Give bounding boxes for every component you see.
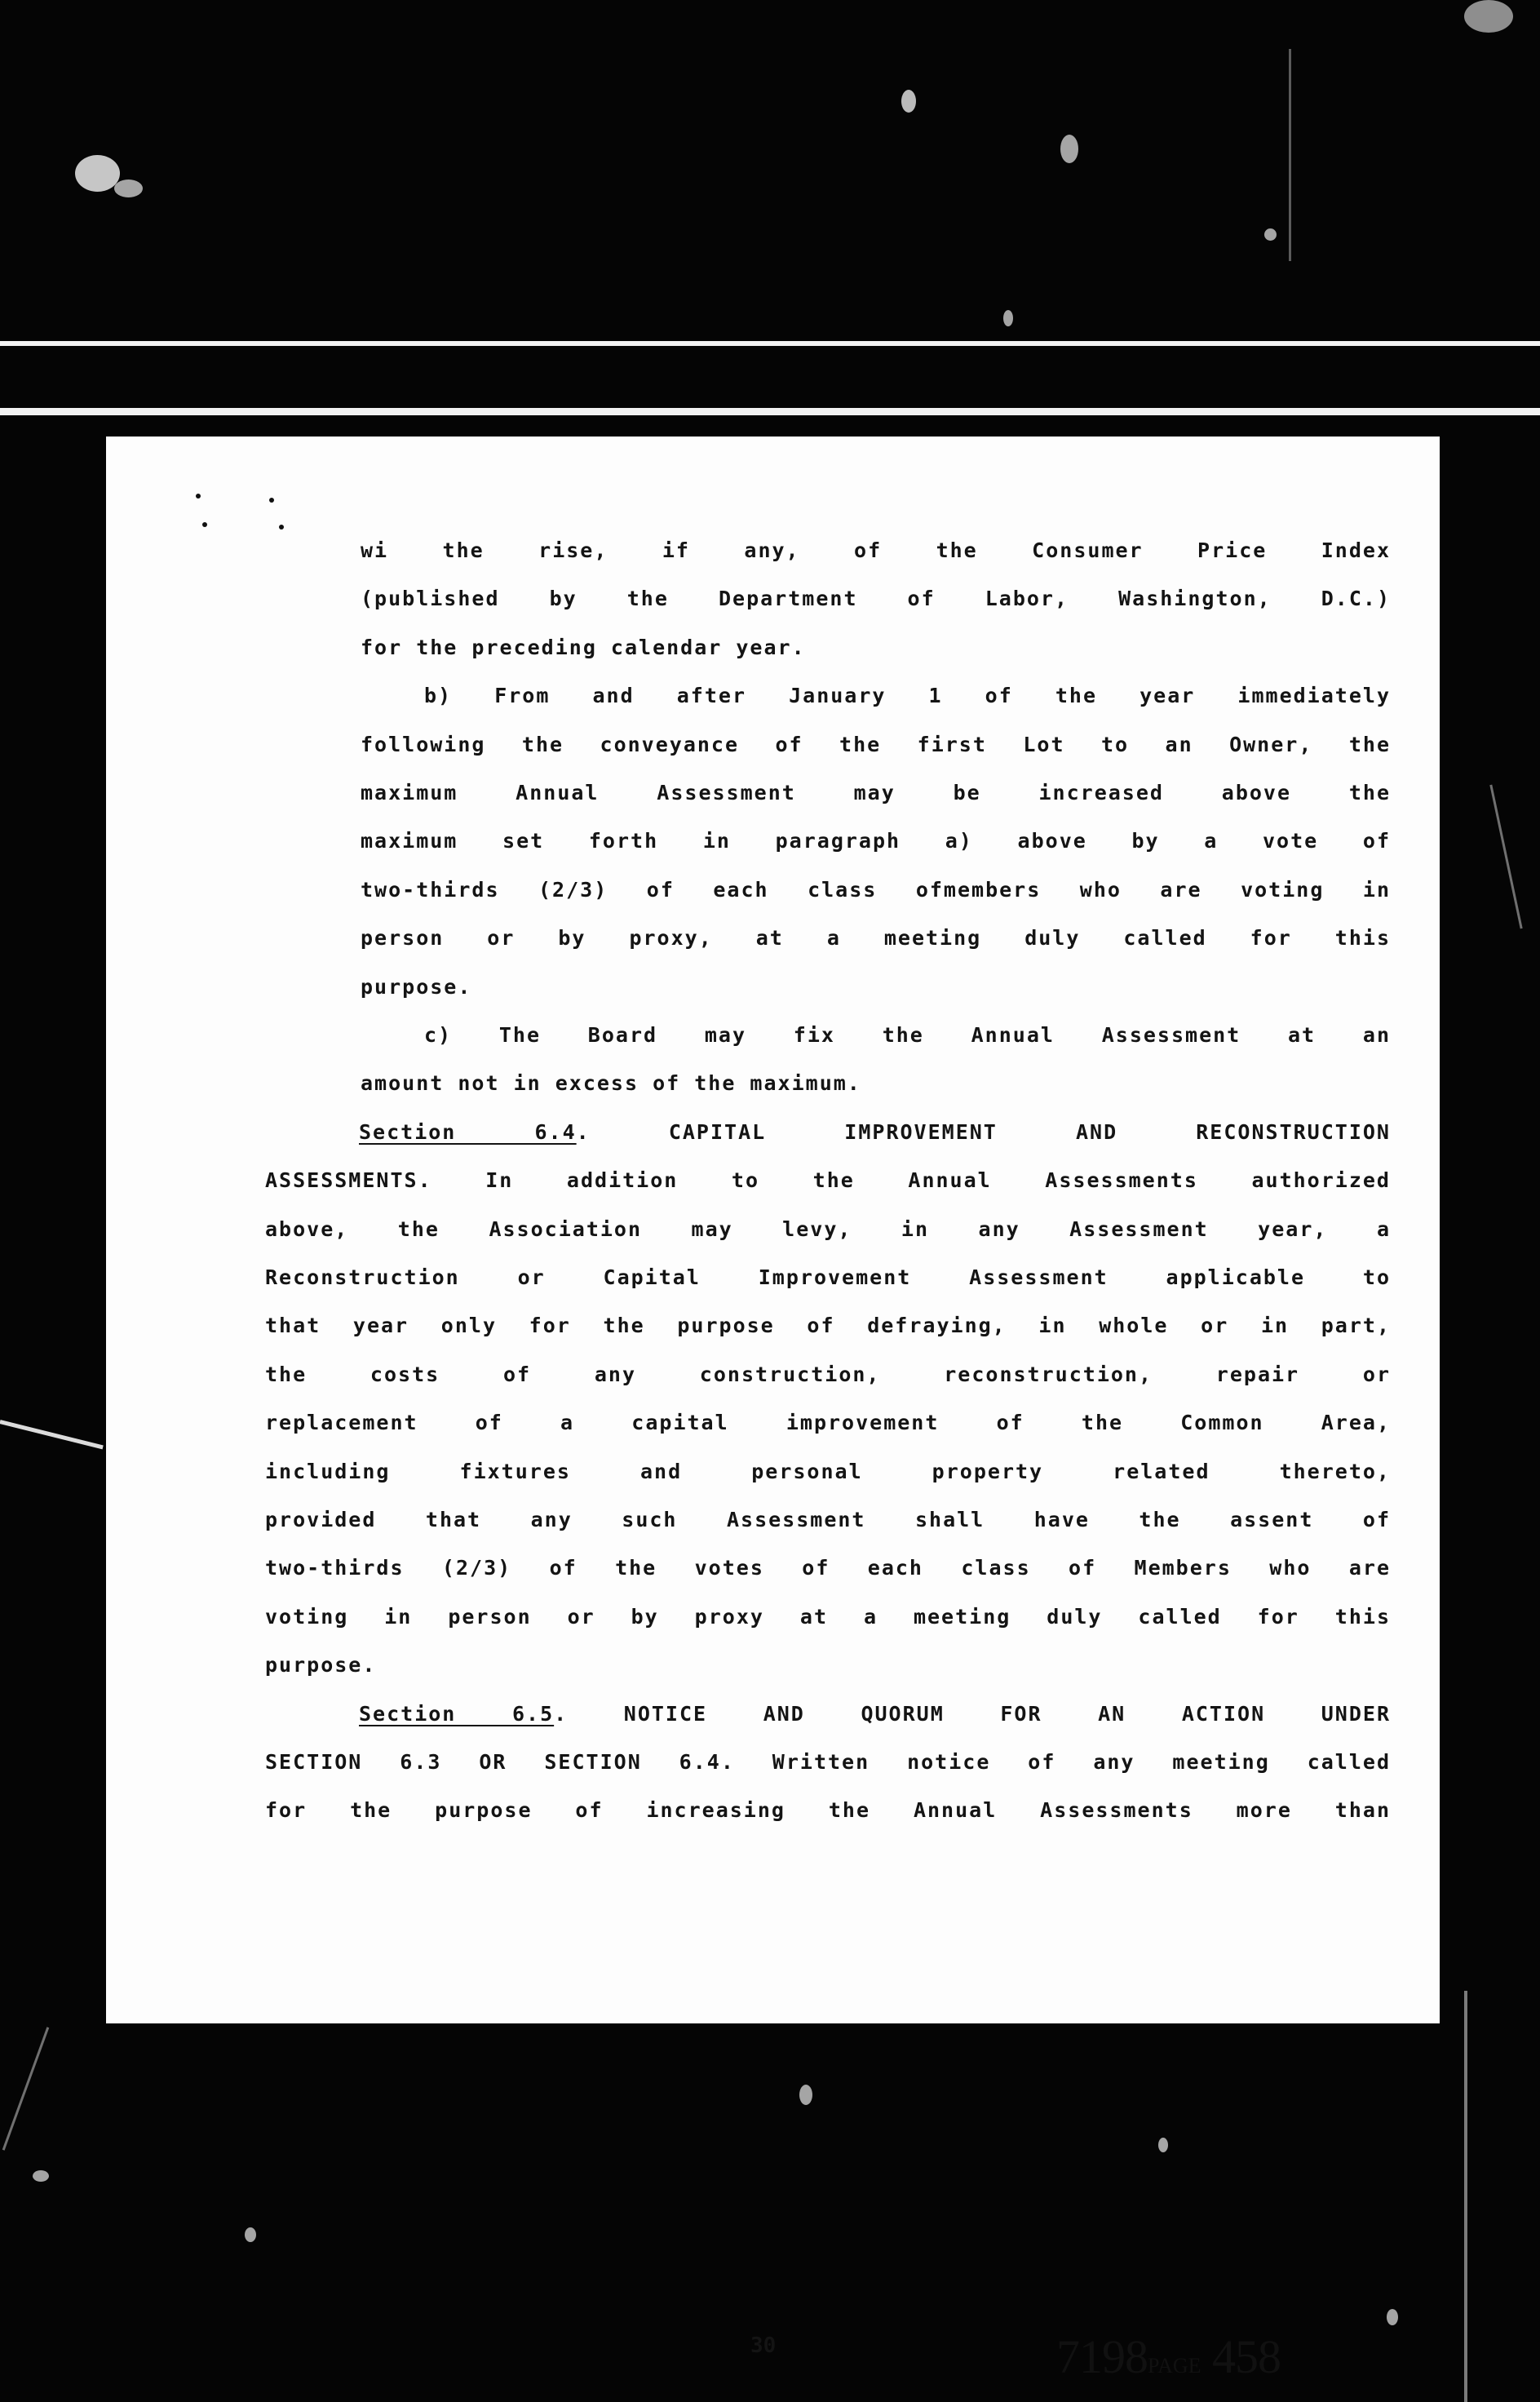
document-line <box>361 733 1391 757</box>
document-line <box>361 1071 1391 1096</box>
line-text: that year only for the purpose of defraying, in whole or in part, <box>265 1314 1391 1337</box>
document-line <box>361 829 1391 853</box>
line-text: Reconstruction or Capital Improvement Assessment applicable to <box>265 1265 1391 1289</box>
line-text: purpose. <box>361 975 472 999</box>
second-scan-rule <box>0 408 1540 415</box>
document-line <box>265 1314 1391 1338</box>
line-text: . NOTICE AND QUORUM FOR AN ACTION UNDER <box>554 1702 1391 1726</box>
scan-speck <box>1464 0 1513 33</box>
document-line <box>424 684 1391 708</box>
scan-speck <box>1003 310 1013 326</box>
scan-streak <box>1289 49 1291 261</box>
line-text: replacement of a capital improvement of the Common Area, <box>265 1411 1391 1434</box>
stamp-page-label: PAGE <box>1148 2354 1201 2378</box>
line-text: two-thirds (2/3) of each class ofmembers who are voting in <box>361 878 1391 902</box>
document-line <box>265 1556 1391 1580</box>
binder-mark <box>202 522 207 527</box>
line-text: two-thirds (2/3) of the votes of each class of Members who are <box>265 1556 1391 1580</box>
scan-speck <box>1387 2309 1398 2325</box>
line-text: c) The Board may fix the Annual Assessment at an <box>424 1023 1391 1047</box>
line-text: the costs of any construction, reconstruction, repair or <box>265 1363 1391 1386</box>
document-line <box>361 781 1391 805</box>
scan-speck <box>1264 228 1277 241</box>
scan-streak <box>2 2027 50 2150</box>
scan-speck <box>1060 135 1078 163</box>
scan-streak <box>1464 1991 1467 2402</box>
line-text: maximum Annual Assessment may be increased above the <box>361 781 1391 804</box>
stamp-book-number: 7198 <box>1056 2330 1148 2383</box>
document-line <box>361 926 1391 951</box>
section-heading-line <box>359 1702 1391 1726</box>
scan-streak <box>0 1420 104 1449</box>
line-text: voting in person or by proxy at a meeting duly called for this <box>265 1605 1391 1629</box>
line-text: wi the rise, if any, of the Consumer Price Index <box>361 538 1391 562</box>
line-text: ASSESSMENTS. In addition to the Annual Assessments authorized <box>265 1168 1391 1192</box>
line-text: provided that any such Assessment shall have the assent of <box>265 1508 1391 1531</box>
line-text: following the conveyance of the first Lot to an Owner, the <box>361 733 1391 756</box>
scan-speck <box>33 2170 49 2182</box>
document-line <box>424 1023 1391 1048</box>
document-line <box>361 587 1391 611</box>
binder-mark <box>279 525 284 530</box>
line-text: SECTION 6.3 OR SECTION 6.4. Written notice of any meeting called <box>265 1750 1391 1774</box>
page-number: 30 <box>750 2333 777 2358</box>
line-text: . CAPITAL IMPROVEMENT AND RECONSTRUCTION <box>576 1120 1391 1144</box>
document-line <box>265 1460 1391 1484</box>
binder-mark <box>269 498 274 503</box>
document-line <box>265 1363 1391 1387</box>
line-text: (published by the Department of Labor, Washington, D.C.) <box>361 587 1391 610</box>
line-text: for the preceding calendar year. <box>361 636 806 659</box>
scan-speck <box>1158 2138 1168 2152</box>
stamp-page-number: 458 <box>1212 2330 1281 2383</box>
document-line <box>265 1265 1391 1290</box>
scan-speck <box>901 90 916 113</box>
section-heading-line <box>359 1120 1391 1145</box>
top-scan-rule <box>0 341 1540 346</box>
document-line <box>265 1653 1391 1677</box>
scan-speck <box>75 155 120 192</box>
line-text: amount not in excess of the maximum. <box>361 1071 861 1095</box>
line-text: b) From and after January 1 of the year immediately <box>424 684 1391 707</box>
document-line <box>361 538 1391 563</box>
document-line <box>265 1411 1391 1435</box>
document-line <box>265 1750 1391 1775</box>
line-text: person or by proxy, at a meeting duly called for this <box>361 926 1391 950</box>
scan-streak <box>1489 785 1522 929</box>
document-line <box>265 1605 1391 1629</box>
line-text: above, the Association may levy, in any Assessment year, a <box>265 1217 1391 1241</box>
line-text: maximum set forth in paragraph a) above by a vote of <box>361 829 1391 853</box>
document-line <box>361 636 1391 660</box>
document-line <box>361 878 1391 902</box>
binder-mark <box>196 494 201 499</box>
section-heading: Section 6.5 <box>359 1702 555 1726</box>
document-line <box>265 1798 1391 1823</box>
document-page <box>106 437 1440 2383</box>
line-text: for the purpose of increasing the Annual Assessments more than <box>265 1798 1391 1822</box>
scan-speck <box>245 2227 256 2242</box>
recording-stamp <box>1056 2329 1281 2384</box>
document-line <box>265 1168 1391 1193</box>
scan-speck <box>799 2085 812 2105</box>
line-text: including fixtures and personal property related thereto, <box>265 1460 1391 1483</box>
document-line <box>265 1217 1391 1242</box>
scan-speck <box>114 179 143 197</box>
document-line <box>361 975 1391 999</box>
section-heading: Section 6.4 <box>359 1120 577 1144</box>
line-text: purpose. <box>265 1653 377 1677</box>
document-line <box>265 1508 1391 1532</box>
